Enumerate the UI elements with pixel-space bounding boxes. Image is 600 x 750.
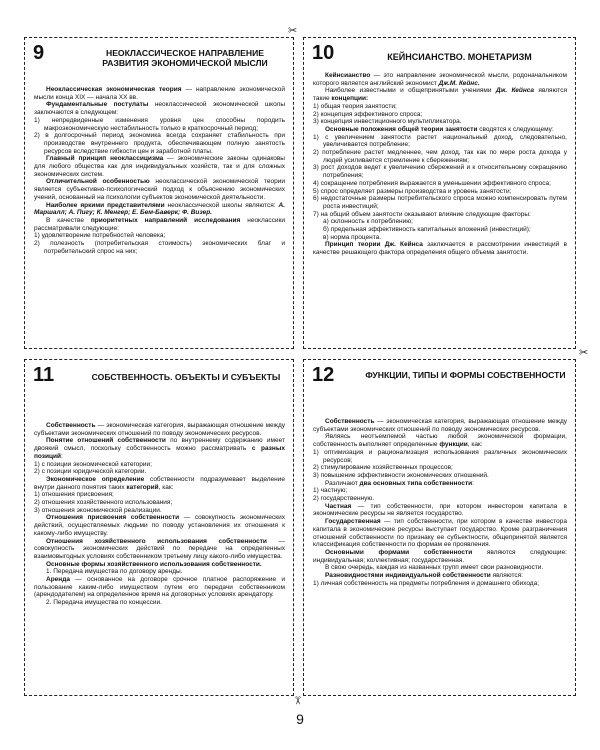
term: Главный принцип неоклассицизма (46, 155, 164, 163)
text: — экономические законы одинаковы для любого общества как для индивидуальных хозяйств, так и для сложных экономических систем. (34, 155, 285, 178)
text: заключается в рассмотрении инвестиций в качестве решающего фактора определения общего объема занятости. (313, 241, 567, 257)
term: Государственная (325, 518, 381, 526)
list-item: 2) государственную. (313, 495, 375, 503)
card-number: 9 (33, 42, 45, 64)
paragraph (34, 576, 285, 599)
list-item: 4) сокращение потребления выражается в уменьшении эффективного спроса; (313, 179, 551, 187)
text: являются: (490, 572, 523, 580)
term: Основные формы хозяйственного использования собственности. (46, 560, 262, 568)
list-item: 3) отношения экономической реализации. (34, 506, 162, 514)
names: Дж.М. Кейнс. (438, 79, 480, 87)
paragraph (313, 126, 567, 134)
term: Собственность (46, 422, 96, 429)
list-item: 1) оптимизация и рационализация использования различных экономических ресурсов; (313, 448, 567, 464)
list-item: 3) рост доходов ведет к увеличению сбережений и к относительному сокращению потребления; (313, 164, 567, 180)
names: Дж. Кейнса (495, 87, 535, 95)
term: Кейнсианство (325, 72, 371, 79)
list-item: 1) с увеличением занятости растет национальный доход, следовательно, увеличивается потребление; (313, 133, 567, 149)
list-item: 2) с позиции юридической категории. (34, 468, 147, 476)
paragraph (313, 87, 567, 102)
term: Отношения хозяйственного использования собственности (46, 537, 267, 545)
paragraph (34, 217, 285, 232)
term: Основными формами собственности (325, 548, 473, 556)
text: неоклассики рассматривали следующие: (34, 216, 285, 232)
text: сводятся к следующему: (477, 125, 554, 133)
paragraph (313, 480, 567, 488)
paragraph (313, 549, 567, 564)
text: , как: (158, 483, 174, 491)
list-item: 1. Передача имущества по договору аренды. (46, 568, 183, 576)
term: Фундаментальные постулаты (46, 101, 149, 109)
paragraph (313, 518, 567, 549)
text: неоклассической экономической школы заключаются в следующем: (34, 101, 285, 117)
list-item: 1) с позиции экономической категории; (34, 460, 152, 468)
scissors-icon: ✂ (291, 695, 304, 706)
paragraph (313, 241, 567, 256)
text: : (472, 479, 474, 487)
paragraph (34, 202, 285, 217)
paragraph (313, 503, 567, 518)
card-body (313, 72, 567, 257)
text: — тип собственности, при котором инвестором капитала в экономические ресурсы не является государство. (313, 502, 567, 518)
term: с разных позиций (34, 445, 285, 460)
card-title: НЕОКЛАССИЧЕСКОЕ НАПРАВЛЕНИЕ РАЗВИТИЯ ЭКОНОМИЧЕСКОЙ МЫСЛИ (102, 48, 268, 68)
text: — это направление экономической мысли, родоначальником которого является английский экономист (313, 72, 567, 87)
term: Собственность (325, 418, 375, 425)
text: — совокупность экономических действий по передаче на определенных взаимовыгодных условиях собственником третьему лицу какого-либо имущества. (34, 537, 286, 560)
sub-list-item: в) норма процента. (323, 233, 382, 241)
term: категорий (126, 483, 159, 491)
card-body (34, 86, 285, 255)
sub-list-item: а) склонность к потреблению; (323, 218, 413, 226)
card-title: ФУНКЦИИ, ТИПЫ И ФОРМЫ СОБСТВЕННОСТИ (365, 370, 566, 380)
text: В качестве (46, 216, 91, 224)
paragraph (34, 101, 285, 116)
text: Наиболее известными и общепринятыми учениями (325, 87, 496, 95)
term: приоритетных направлений исследования (90, 216, 241, 224)
term: концепции: (331, 95, 369, 103)
text: — тип собственности, при котором в качестве инвестора капитала в экономические ресурсы выступает государство. Кроме разграничения отношений собственности по признаку ее субъектности, общепринятой является классификация собственности по формам ее проявления. (313, 518, 567, 549)
text: неоклассической экономической теории является субъективно-психологический подход к объяснению экономических учений, основанный на психологии субъектов экономической деятельности. (34, 178, 285, 201)
list-item: 1) удовлетворение потребностей человека; (34, 232, 166, 240)
list-item: 3) концепция инвестиционного мультипликатора. (313, 118, 462, 126)
text: являются такие (313, 87, 567, 103)
paragraph (313, 433, 567, 448)
text: — основанное на договоре срочное платное распоряжение и пользование каким-либо имуществом путем его передачи собственником (арендодателем) на определенное время на договорных условиях арендатору. (34, 576, 285, 599)
names: А. Маршалл; А. Пигу; К. Менгер; Е. Бем-Баверк; Ф. Визер. (34, 201, 285, 217)
paragraph (34, 86, 285, 101)
term: Наиболее яркими представителями (46, 201, 165, 209)
term: функции (439, 441, 468, 449)
list-item: 3) повышение эффективности экономических отношений. (313, 471, 489, 479)
card-number: 11 (33, 364, 55, 386)
list-item: 6) недостаточные размеры потребительского спроса можно компенсировать путем роста инвестиций; (313, 195, 567, 210)
paragraph (313, 572, 567, 580)
paragraph (313, 418, 567, 433)
paragraph (34, 155, 285, 178)
card-10 (303, 37, 576, 349)
card-body (34, 422, 285, 607)
paragraph: В свою очередь, каждая из названных групп имеет свои разновидности. (325, 564, 544, 572)
text: Являясь неотъемлемой частью любой экономической формации, собственность выполняет определенные (313, 433, 567, 449)
paragraph (34, 178, 285, 201)
card-title: СОБСТВЕННОСТЬ. ОБЪЕКТЫ И СУБЪЕКТЫ (91, 372, 281, 382)
list-item: 2) в долгосрочный период экономика всегда сохраняет стабильность при производстве внутреннего продукта, обеспечивающем полную занятость ресурсов вследствие гибкости цен и заработной платы. (34, 132, 285, 155)
term: Частная (325, 502, 352, 510)
card-body (313, 418, 567, 587)
list-item: 2) полезность (потребительская стоимость) экономических благ и потребительский спрос на них; (34, 240, 285, 255)
list-item: 2) концепция эффективного спроса; (313, 110, 423, 118)
list-item: 1) отношения присвоения; (34, 491, 114, 499)
list-item: 1) непредвиденные изменения уровня цен способны породить макроэкономическую нестабильность только в краткосрочный период; (34, 116, 285, 132)
term: два основных типа собственности (359, 479, 473, 487)
text: : (61, 452, 63, 460)
card-number: 10 (312, 42, 335, 64)
text: — совокупность экономических действий, осуществляемых людьми по поводу установления их отношения к какому-либо имуществу. (34, 514, 285, 537)
card-number: 12 (312, 364, 335, 386)
term: Аренда (46, 576, 70, 584)
term: Основные положения общей теории занятости (325, 125, 478, 133)
term: Принцип теории Дж. Кейнса (325, 241, 423, 249)
list-item: 2) потребление растет медленнее, чем доход, так как по мере роста дохода у людей усиливается стремление к сбережениям; (313, 149, 567, 164)
card-9 (24, 37, 294, 349)
term: Экономическое определение (46, 475, 145, 483)
text: , как: (467, 441, 483, 449)
text: по внутреннему содержанию имеет двоякий смысл, поскольку собственность можно рассматривать (34, 437, 285, 453)
list-item: 2) стимулирование хозяйственных процессов; (313, 464, 453, 472)
term: Отличительной особенностью (46, 178, 150, 186)
paragraph (34, 514, 285, 537)
paragraph (34, 538, 285, 561)
term: Разновидностями индивидуальной собственности (325, 572, 491, 580)
card-12 (303, 359, 576, 696)
card-title: КЕЙНСИАНСТВО. МОНЕТАРИЗМ (387, 52, 532, 62)
term: Отношения присвоения собственности (46, 514, 180, 522)
card-11 (24, 359, 294, 696)
list-item: 2) отношения хозяйственного использования; (34, 499, 173, 507)
list-item: 1) частную; (313, 487, 348, 495)
list-item: 2. Передача имущества по концессии. (46, 599, 162, 607)
paragraph (34, 476, 285, 491)
list-item: 1) общая теория занятости; (313, 102, 397, 110)
text: — экономическая категория, выражающая отношение между субъектами экономических отношений по поводу экономических ресурсов. (34, 422, 285, 437)
text: являются следующие: индивидуальная; коллективная; государственная. (313, 548, 567, 564)
text: собственности подразумевает выделение внутри данного понятия таких (34, 475, 286, 491)
sub-list-item: б) предельная эффективность капитальных вложений (инвестиций); (323, 226, 531, 234)
page-number: 9 (296, 711, 304, 727)
term: Неоклассическая экономическая теория (46, 86, 182, 93)
paragraph (34, 561, 285, 569)
paragraph (34, 422, 285, 437)
text: — направление экономической мысли конца XIX — начала XX вв. (34, 86, 285, 101)
paragraph (313, 72, 567, 87)
term: Понятие отношений собственности (46, 437, 166, 445)
list-item: 5) спрос определяет размеры производства и уровень занятости; (313, 187, 512, 195)
scissors-icon: ✂ (579, 347, 589, 359)
scissors-icon: ✂ (288, 25, 298, 37)
text: Различают (325, 479, 360, 487)
paragraph (34, 437, 285, 460)
list-item: 1) личная собственность на предметы потребления и домашнего обихода; (313, 579, 540, 587)
list-item: 7) на общий объем занятости оказывают влияние следующие факторы: (313, 210, 531, 218)
text: неоклассической школы являются: (164, 201, 279, 209)
text: — экономическая категория, выражающая отношение между субъектами экономических отношений по поводу экономических ресурсов. (313, 418, 567, 433)
